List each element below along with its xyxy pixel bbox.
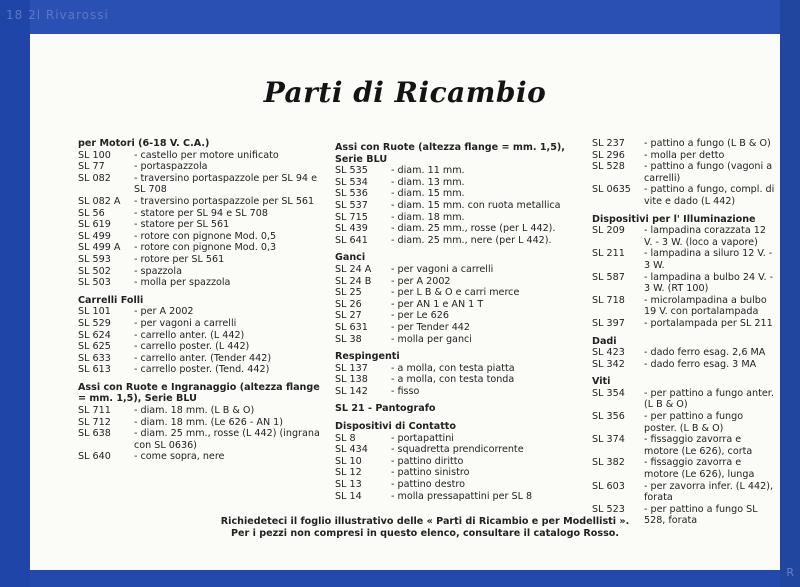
- part-code: SL 535: [335, 165, 368, 177]
- part-code: SL 56: [78, 207, 105, 219]
- part-code: SL 499: [78, 230, 111, 242]
- section-heading: SL 21 - Pantografo: [335, 403, 436, 415]
- part-row: [592, 184, 777, 207]
- part-row: [78, 405, 328, 417]
- part-description: - diam. 25 mm., rosse (per L 442).: [391, 223, 556, 235]
- column-1: [78, 138, 328, 463]
- part-code: SL 423: [592, 347, 625, 359]
- part-row: [592, 318, 777, 330]
- part-description: - lampadina corazzata 12 V. - 3 W. (loco a vapore): [644, 225, 766, 248]
- part-code: SL 374: [592, 434, 625, 446]
- part-description: - dado ferro esag. 3 MA: [644, 358, 757, 370]
- part-description: - per pattino a fungo anter. (L B & O): [644, 387, 774, 411]
- part-description: - diam. 11 mm.: [391, 165, 465, 177]
- section-heading: Assi con Ruote (altezza flange = mm. 1,5), Serie BLU: [335, 142, 565, 165]
- part-row: [335, 467, 590, 479]
- part-description: - per L B & O e carri merce: [391, 287, 520, 299]
- part-description: - squadretta prendicorrente: [391, 444, 524, 456]
- section-heading: Respingenti: [335, 351, 400, 363]
- part-row: [592, 481, 777, 504]
- part-row: [78, 330, 328, 342]
- part-description: - fissaggio zavorra e motore (Le 626), lunga: [644, 457, 755, 481]
- part-code: SL 77: [78, 161, 105, 173]
- part-row: [78, 161, 328, 173]
- part-row: [335, 433, 590, 445]
- part-code: SL 211: [592, 248, 625, 260]
- part-code: SL 354: [592, 387, 625, 399]
- part-description: - rotore per SL 561: [134, 253, 225, 265]
- part-row: [335, 310, 590, 322]
- part-row: [592, 248, 777, 271]
- part-row: [335, 200, 590, 212]
- part-code: SL 523: [592, 503, 625, 515]
- part-code: SL 587: [592, 271, 625, 283]
- part-description: - castello per motore unificato: [134, 149, 279, 161]
- part-code: SL 38: [335, 333, 362, 345]
- part-code: SL 537: [335, 199, 368, 211]
- section-heading: Ganci: [335, 252, 366, 264]
- section-heading: per Motori (6-18 V. C.A.): [78, 138, 210, 149]
- part-row: [335, 479, 590, 491]
- part-row: [335, 177, 590, 189]
- binding-edge-left: [0, 0, 30, 587]
- part-row: [335, 386, 590, 398]
- part-description: - diam. 18 mm. (L B & O): [134, 405, 255, 417]
- page-mark: R: [786, 566, 794, 579]
- part-code: SL 619: [78, 219, 111, 231]
- part-code: SL 439: [335, 223, 368, 235]
- part-code: SL 342: [592, 358, 625, 370]
- part-row: [335, 188, 590, 200]
- part-row: [78, 196, 328, 208]
- page-title: Parti di Ricambio: [263, 76, 547, 109]
- section-heading: Dadi: [592, 335, 617, 347]
- part-description: - rotore con pignone Mod. 0,3: [134, 242, 277, 254]
- part-description: - microlampadina a bulbo 19 V. con portalampada: [644, 294, 767, 318]
- part-description: - per vagoni a carrelli: [391, 263, 494, 275]
- part-row: [78, 231, 328, 243]
- part-description: - carrello anter. (L 442): [134, 329, 245, 341]
- part-row: [78, 341, 328, 353]
- part-description: - fisso: [391, 385, 420, 397]
- footer-line-1: Richiedeteci il foglio illustrativo delle « Parti di Ricambio e per Modellisti ».: [220, 516, 630, 527]
- part-description: - statore per SL 561: [134, 219, 230, 231]
- part-row: [78, 242, 328, 254]
- part-code: SL 640: [78, 451, 111, 463]
- part-description: - statore per SL 94 e SL 708: [134, 207, 268, 219]
- part-row: [335, 223, 590, 235]
- part-description: - per Tender 442: [391, 321, 471, 333]
- part-description: - diam. 18 mm. (Le 626 - AN 1): [134, 416, 284, 428]
- part-description: - rotore con pignone Mod. 0,5: [134, 230, 277, 242]
- part-description: - molla pressapattini per SL 8: [391, 490, 533, 502]
- running-head: 18 2l Rivarossi: [6, 8, 109, 22]
- part-code: SL 593: [78, 253, 111, 265]
- part-code: SL 0635: [592, 184, 631, 196]
- part-description: - per vagoni a carrelli: [134, 317, 237, 329]
- part-row: [335, 264, 590, 276]
- part-code: SL 27: [335, 310, 362, 322]
- part-code: SL 638: [78, 428, 111, 440]
- part-description: - portalampada per SL 211: [644, 317, 773, 329]
- part-row: [335, 276, 590, 288]
- section-heading: Carrelli Folli: [78, 294, 144, 306]
- part-code: SL 528: [592, 161, 625, 173]
- part-row: [335, 165, 590, 177]
- part-row: [335, 491, 590, 503]
- part-row: [592, 388, 777, 411]
- part-description: - diam. 25 mm., nere (per L 442).: [391, 234, 552, 246]
- part-code: SL 137: [335, 362, 368, 374]
- part-row: [78, 208, 328, 220]
- section-heading: Viti: [592, 376, 611, 388]
- part-description: - dado ferro esag. 2,6 MA: [644, 347, 766, 359]
- part-description: - lampadina a siluro 12 V. - 3 W.: [644, 248, 773, 271]
- part-row: [78, 277, 328, 289]
- part-code: SL 536: [335, 188, 368, 200]
- part-description: - pattino sinistro: [391, 467, 470, 479]
- part-code: SL 24 A: [335, 263, 372, 275]
- part-row: [592, 347, 777, 359]
- part-row: [592, 272, 777, 295]
- part-code: SL 25: [335, 287, 362, 299]
- part-row: [335, 374, 590, 386]
- part-description: - traversino portaspazzole per SL 561: [134, 195, 315, 207]
- part-description: - pattino a fungo, compl. di vite e dado (L 442): [644, 184, 775, 207]
- part-row: [335, 235, 590, 247]
- part-description: - per AN 1 e AN 1 T: [391, 298, 484, 310]
- part-row: [592, 359, 777, 371]
- part-code: SL 237: [592, 138, 625, 149]
- part-code: SL 8: [335, 432, 356, 444]
- column-3: [592, 138, 777, 527]
- part-description: - carrello poster. (Tend. 442): [134, 364, 270, 376]
- section-heading: Dispositivi per l' Illuminazione: [592, 213, 756, 225]
- part-code: SL 529: [78, 317, 111, 329]
- part-description: - traversino portaspazzole per SL 94 e SL 708: [134, 172, 317, 196]
- part-description: - lampadina a bulbo 24 V. - 3 W. (RT 100): [644, 271, 774, 295]
- part-code: SL 082: [78, 172, 111, 184]
- part-code: SL 209: [592, 225, 625, 237]
- part-description: - per pattino a fungo poster. (L B & O): [644, 411, 744, 434]
- part-row: [78, 451, 328, 463]
- part-description: - a molla, con testa tonda: [391, 374, 515, 386]
- part-row: [78, 219, 328, 231]
- part-code: SL 641: [335, 234, 368, 246]
- part-description: - pattino destro: [391, 479, 466, 491]
- part-description: - pattino diritto: [391, 455, 464, 467]
- part-row: [335, 444, 590, 456]
- part-row: [335, 363, 590, 375]
- part-description: - diam. 18 mm.: [391, 211, 465, 223]
- part-description: - fissaggio zavorra e motore (Le 626), corta: [644, 434, 753, 457]
- part-row: [78, 417, 328, 429]
- part-description: - per zavorra infer. (L 442), forata: [644, 480, 774, 504]
- part-description: - diam. 13 mm.: [391, 176, 465, 188]
- part-description: - spazzola: [134, 265, 182, 277]
- part-row: [335, 456, 590, 468]
- part-description: - molla per ganci: [391, 333, 472, 345]
- part-description: - portaspazzola: [134, 161, 208, 173]
- part-description: - diam. 15 mm.: [391, 188, 465, 200]
- part-description: - per A 2002: [391, 275, 451, 287]
- part-code: SL 138: [335, 374, 368, 386]
- part-code: SL 624: [78, 329, 111, 341]
- part-row: [78, 266, 328, 278]
- part-description: - pattino a fungo (vagoni a carrelli): [644, 161, 773, 184]
- part-row: [335, 322, 590, 334]
- part-description: - per A 2002: [134, 306, 194, 318]
- part-row: [78, 428, 328, 451]
- binding-edge-top: [0, 0, 800, 34]
- part-row: [78, 173, 328, 196]
- part-row: [592, 457, 777, 480]
- part-row: [335, 287, 590, 299]
- part-row: [78, 254, 328, 266]
- part-description: - per pattino a fungo SL 528, forata: [644, 503, 758, 527]
- part-row: [592, 225, 777, 248]
- part-code: SL 534: [335, 176, 368, 188]
- part-code: SL 631: [335, 321, 368, 333]
- part-code: SL 397: [592, 317, 625, 329]
- part-row: [592, 150, 777, 162]
- part-code: SL 356: [592, 411, 625, 423]
- part-description: - molla per spazzola: [134, 277, 231, 289]
- part-code: SL 711: [78, 405, 111, 417]
- part-code: SL 142: [335, 385, 368, 397]
- part-code: SL 502: [78, 265, 111, 277]
- part-row: [335, 212, 590, 224]
- part-description: - pattino a fungo (L B & O): [644, 138, 771, 149]
- part-row: [592, 411, 777, 434]
- part-row: [592, 138, 777, 150]
- part-code: SL 434: [335, 444, 368, 456]
- section-heading: Dispositivi di Contatto: [335, 421, 456, 433]
- part-code: SL 14: [335, 490, 362, 502]
- part-row: [78, 150, 328, 162]
- part-row: [78, 318, 328, 330]
- part-row: [78, 353, 328, 365]
- part-description: - portapattini: [391, 432, 454, 444]
- part-code: SL 101: [78, 306, 111, 318]
- part-description: - come sopra, nere: [134, 451, 225, 463]
- part-row: [78, 364, 328, 376]
- part-description: - molla per detto: [644, 149, 725, 161]
- part-description: - a molla, con testa piatta: [391, 362, 515, 374]
- part-code: SL 10: [335, 455, 362, 467]
- footer-note: [30, 516, 780, 540]
- part-row: [78, 306, 328, 318]
- part-code: SL 100: [78, 149, 111, 161]
- document-page: [30, 34, 780, 570]
- part-code: SL 382: [592, 457, 625, 469]
- part-code: SL 712: [78, 416, 111, 428]
- column-2: [335, 142, 590, 502]
- part-description: - per Le 626: [391, 310, 449, 322]
- part-code: SL 26: [335, 298, 362, 310]
- part-row: [592, 161, 777, 184]
- binding-edge-right: [780, 0, 800, 587]
- part-description: - diam. 15 mm. con ruota metallica: [391, 199, 561, 211]
- part-code: SL 613: [78, 364, 111, 376]
- part-row: [592, 295, 777, 318]
- part-description: - carrello anter. (Tender 442): [134, 352, 272, 364]
- part-code: SL 603: [592, 480, 625, 492]
- part-code: SL 715: [335, 211, 368, 223]
- part-row: [335, 334, 590, 346]
- part-code: SL 13: [335, 479, 362, 491]
- part-code: SL 633: [78, 352, 111, 364]
- part-code: SL 503: [78, 277, 111, 289]
- part-code: SL 12: [335, 467, 362, 479]
- part-code: SL 499 A: [78, 242, 121, 254]
- section-heading: Assi con Ruote e Ingranaggio (altezza flange = mm. 1,5), Serie BLU: [78, 381, 320, 405]
- part-code: SL 718: [592, 294, 625, 306]
- part-description: - diam. 25 mm., rosse (L 442) (ingrana con SL 0636): [134, 428, 320, 451]
- footer-line-2: Per i pezzi non compresi in questo elenco, consultare il catalogo Rosso.: [230, 528, 620, 539]
- part-description: - carrello poster. (L 442): [134, 341, 250, 353]
- part-row: [592, 434, 777, 457]
- part-row: [335, 299, 590, 311]
- part-code: SL 24 B: [335, 275, 372, 287]
- part-code: SL 082 A: [78, 195, 121, 207]
- part-code: SL 296: [592, 149, 625, 161]
- part-code: SL 625: [78, 341, 111, 353]
